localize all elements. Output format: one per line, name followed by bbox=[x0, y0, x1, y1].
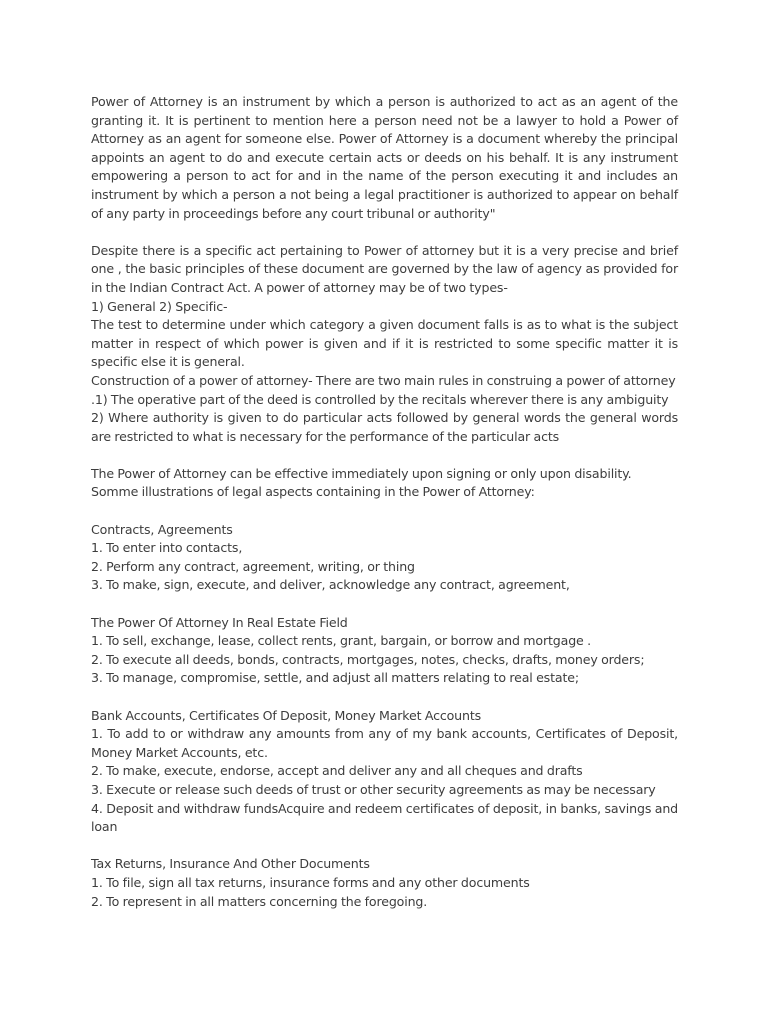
types-line: 1) General 2) Specific- bbox=[91, 298, 228, 314]
list-item: 1. To enter into contacts, bbox=[91, 540, 243, 556]
paragraph-gap bbox=[91, 446, 678, 465]
paragraph-gap bbox=[91, 595, 678, 614]
construction-paragraph: Construction of a power of attorney- There are two main rules in construing a power of attorney bbox=[91, 372, 676, 388]
illustrations-line: Somme illustrations of legal aspects containing in the Power of Attorney: bbox=[91, 484, 535, 500]
list-item: 1. To add to or withdraw any amounts from any of my bank accounts, Certificates of Deposit, Money Market Accounts, etc. bbox=[91, 726, 678, 760]
list-item: 2. To execute all deeds, bonds, contracts, mortgages, notes, checks, drafts, money orders; bbox=[91, 651, 645, 667]
agency-law-paragraph: Despite there is a specific act pertaining to Power of attorney but it is a very precise and brief one , the basic principles of these document are governed by the law of agency as provided for in the Indian Contract Act. A power of attorney may be of two types- bbox=[91, 242, 678, 295]
list-item: 3. To make, sign, execute, and deliver, acknowledge any contract, agreement, bbox=[91, 577, 570, 593]
list-item: 2. To make, execute, endorse, accept and deliver any and all cheques and drafts bbox=[91, 763, 583, 779]
paragraph-gap bbox=[91, 688, 678, 707]
tax-heading: Tax Returns, Insurance And Other Documents bbox=[91, 856, 370, 872]
real-estate-heading: The Power Of Attorney In Real Estate Field bbox=[91, 614, 348, 630]
intro-paragraph: Power of Attorney is an instrument by which a person is authorized to act as an agent of the granting it. It is pertinent to mention here a person need not be a lawyer to hold a Power of Attorney as an agent for someone else. Power of Attorney is a document whereby the principal appoints an agent to do and execute certain acts or deeds on his behalf. It is any instrument empowering a person to act for and in the name of the person executing it and includes an instrument by which a person a not being a legal practitioner is authorized to appear on behalf of any party in proceedings before any court tribunal or authority" bbox=[91, 94, 678, 221]
list-item: 1. To sell, exchange, lease, collect rents, grant, bargain, or borrow and mortgage . bbox=[91, 633, 591, 649]
list-item: 2. Perform any contract, agreement, writing, or thing bbox=[91, 558, 415, 574]
construction-rule-2: 2) Where authority is given to do particular acts followed by general words the general words are restricted to what is necessary for the performance of the particular acts bbox=[91, 410, 678, 444]
list-item: 2. To represent in all matters concerning the foregoing. bbox=[91, 893, 428, 909]
list-item: 3. To manage, compromise, settle, and adjust all matters relating to real estate; bbox=[91, 670, 579, 686]
paragraph-gap bbox=[91, 502, 678, 521]
list-item: 1. To file, sign all tax returns, insurance forms and any other documents bbox=[91, 874, 530, 890]
list-item: 4. Deposit and withdraw fundsAcquire and redeem certificates of deposit, in banks, savings and loan bbox=[91, 800, 678, 835]
contracts-heading: Contracts, Agreements bbox=[91, 521, 233, 537]
list-item: 3. Execute or release such deeds of trust or other security agreements as may be necessary bbox=[91, 781, 656, 797]
construction-rule-1: .1) The operative part of the deed is controlled by the recitals wherever there is any ambiguity bbox=[91, 391, 669, 407]
paragraph-gap bbox=[91, 837, 678, 856]
category-test-paragraph: The test to determine under which category a given document falls is as to what is the subject matter in respect of which power is given and if it is restricted to some specific matter it is specific else it is general. bbox=[91, 317, 678, 370]
bank-heading: Bank Accounts, Certificates Of Deposit, Money Market Accounts bbox=[91, 707, 482, 723]
effective-line: The Power of Attorney can be effective immediately upon signing or only upon disability. bbox=[91, 465, 632, 481]
document-body bbox=[91, 93, 678, 911]
paragraph-gap bbox=[91, 223, 678, 242]
